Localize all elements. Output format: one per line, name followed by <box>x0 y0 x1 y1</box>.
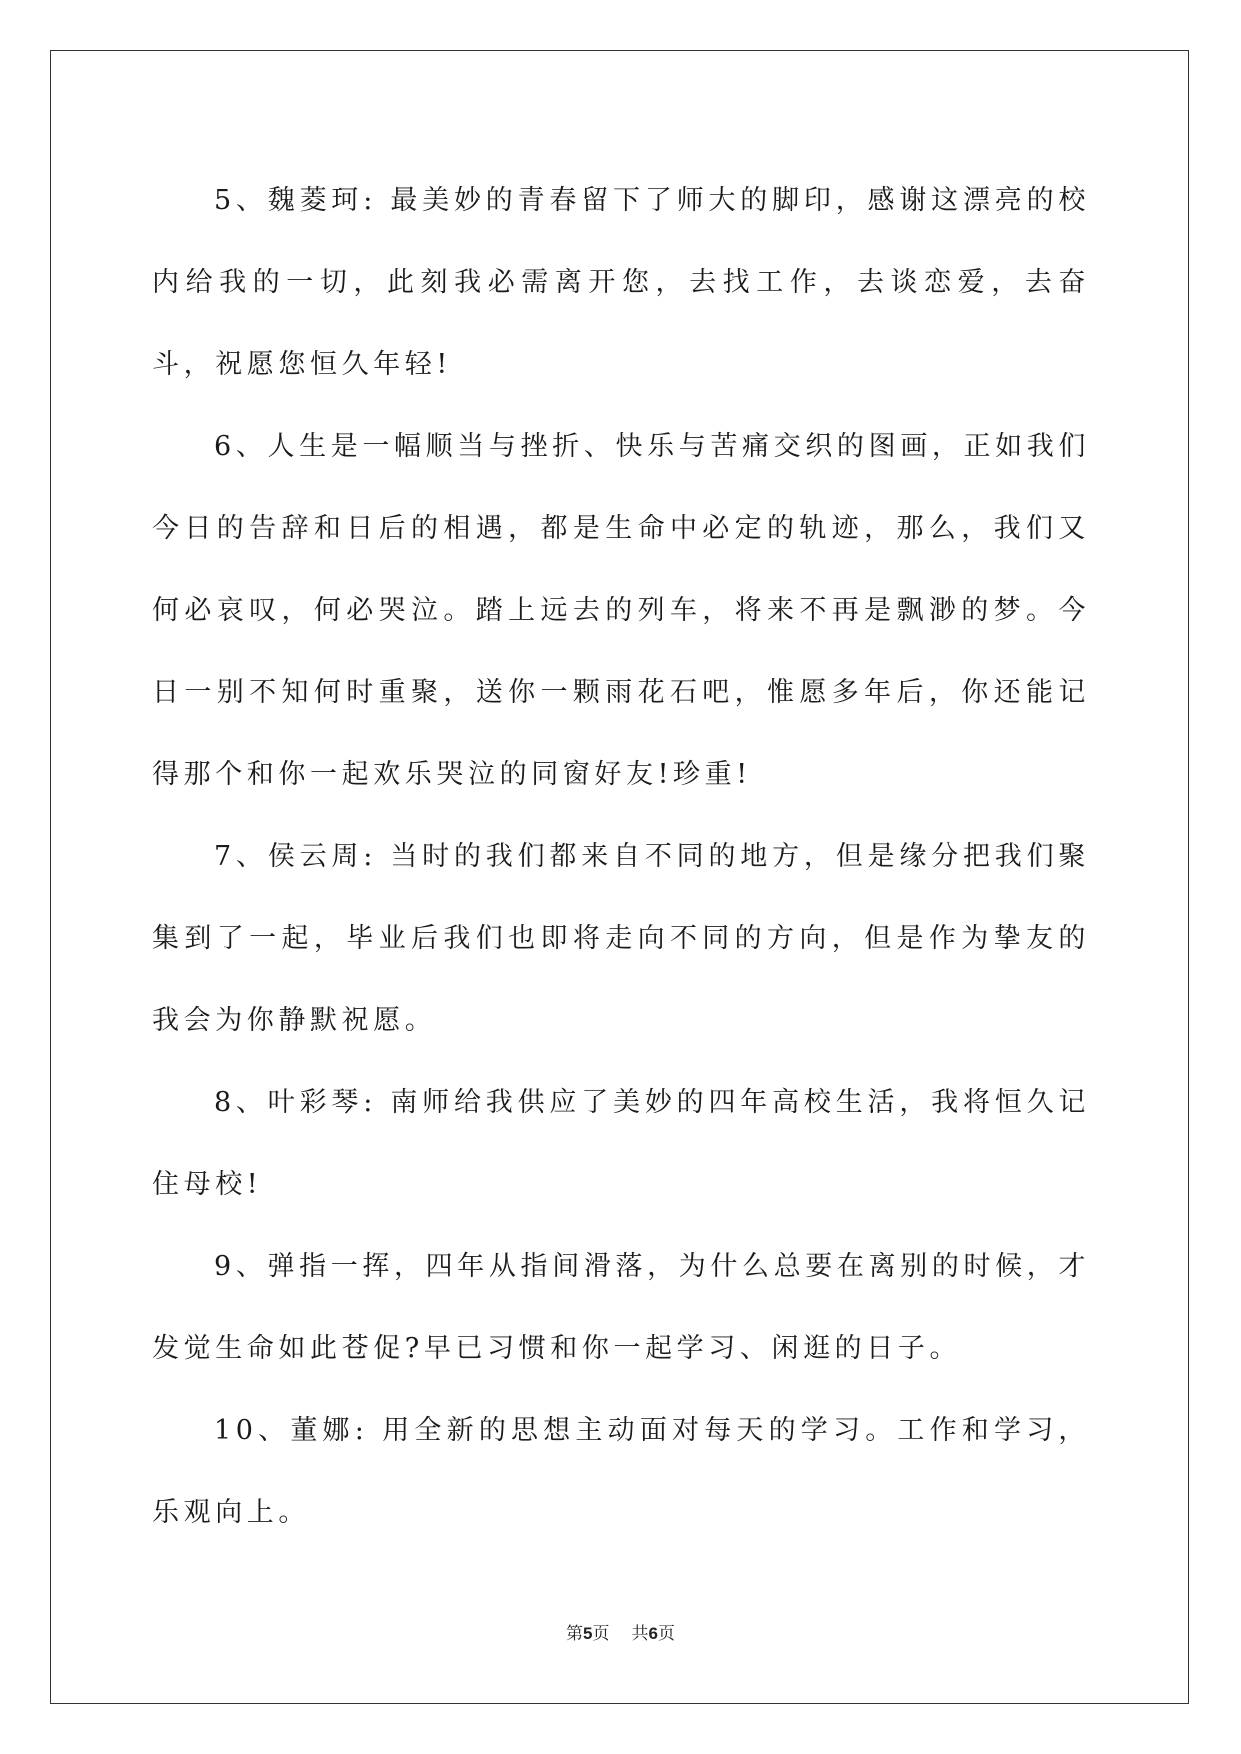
page-suffix: 页 <box>592 1624 610 1644</box>
paragraph-9: 9、弹指一挥，四年从指间滑落，为什么总要在离别的时候，才发觉生命如此苍促?早已习惯和你一起学习、闲逛的日子。 <box>152 1251 1090 1364</box>
page-prefix: 第 <box>566 1624 584 1644</box>
paragraph-6: 6、人生是一幅顺当与挫折、快乐与苦痛交织的图画，正如我们今日的告辞和日后的相遇，都是生命中必定的轨迹，那么，我们又何必哀叹，何必哭泣。踏上远去的列车，将来不再是飘渺的梦。今日一别不知何时重聚，送你一颗雨花石吧，惟愿多年后，你还能记得那个和你一起欢乐哭泣的同窗好友!珍重! <box>152 431 1090 790</box>
paragraph-7: 7、侯云周: 当时的我们都来自不同的地方，但是缘分把我们聚集到了一起，毕业后我们也即将走向不同的方向，但是作为挚友的我会为你静默祝愿。 <box>152 841 1090 1036</box>
total-suffix: 页 <box>657 1624 675 1644</box>
paragraph-10: 10、董娜: 用全新的思想主动面对每天的学习。工作和学习，乐观向上。 <box>152 1415 1090 1528</box>
document-body <box>152 160 1090 1554</box>
page-number: 5 <box>583 1624 593 1643</box>
paragraph-5: 5、魏菱珂: 最美妙的青春留下了师大的脚印，感谢这漂亮的校内给我的一切，此刻我必需离开您，去找工作，去谈恋爱，去奋斗，祝愿您恒久年轻! <box>152 185 1090 380</box>
page-footer <box>0 1622 1241 1646</box>
total-pages: 6 <box>648 1624 658 1643</box>
total-prefix: 共 <box>631 1624 649 1644</box>
paragraph-8: 8、叶彩琴: 南师给我供应了美妙的四年高校生活，我将恒久记住母校! <box>152 1087 1090 1200</box>
